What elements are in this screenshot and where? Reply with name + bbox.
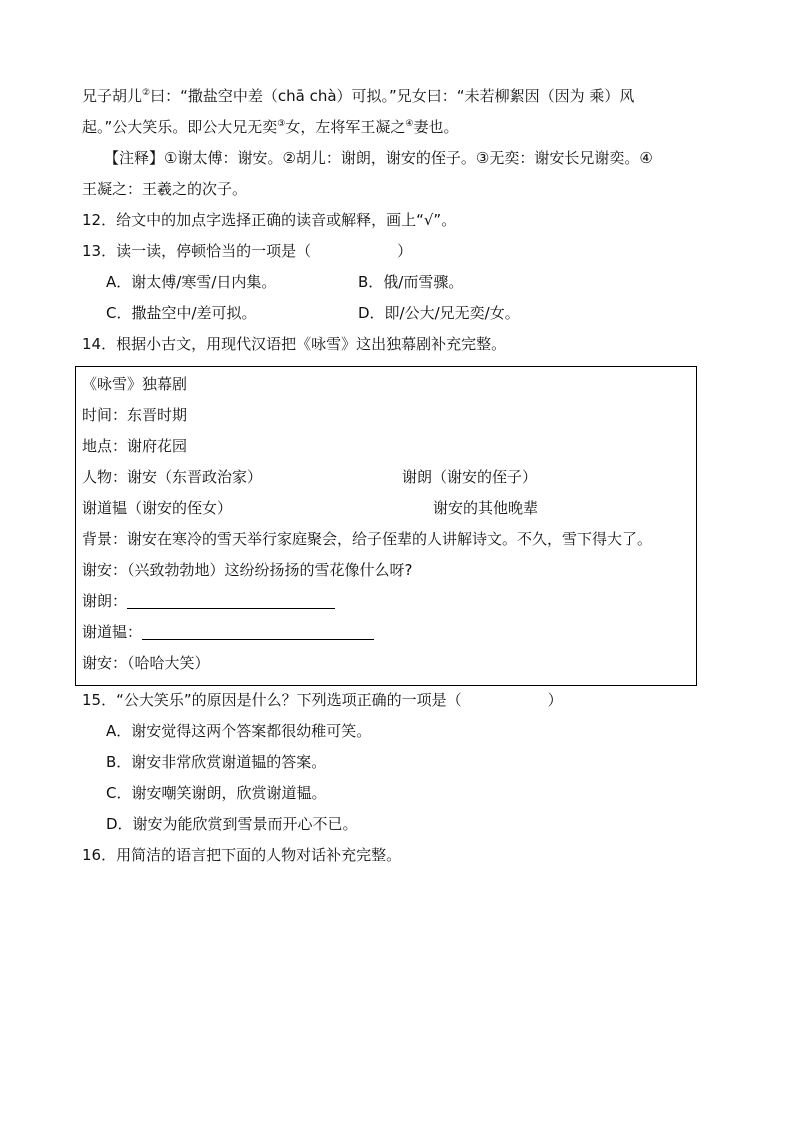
question-16: 16．用简洁的语言把下面的人物对话补充完整。 [82,846,402,864]
q13-option-b: B．俄/而雪骤。 [358,273,464,291]
q13-option-c: C．撒盐空中/差可拟。 [106,304,257,322]
annotation-line-1: 【注释】①谢太傅：谢安。②胡儿：谢朗，谢安的侄子。③无奕：谢安长兄谢奕。④ [104,149,653,167]
play-time: 时间：东晋时期 [82,406,188,424]
q13-option-d: D．即/公大/兄无奕/女。 [358,304,520,322]
footnote-marker-2: ② [142,88,151,98]
play-place: 地点：谢府花园 [82,437,188,455]
question-12: 12．给文中的加点字选择正确的读音或解释，画上“√”。 [82,211,457,229]
question-13: 13．读一读，停顿恰当的一项是（ ） [82,242,413,260]
play-line-xiean-2: 谢安：（哈哈大笑） [82,654,210,672]
annotation-line-2: 王凝之：王羲之的次子。 [82,180,248,198]
play-line-xiean-1: 谢安：（兴致勃勃地）这纷纷扬扬的雪花像什么呀? [82,561,413,579]
play-characters-4: 谢安的其他晚辈 [433,499,539,517]
q13-option-a: A．谢太傅/寒雪/日内集。 [106,273,277,291]
passage-line-1: 兄子胡儿②曰：“撒盐空中差（chā chà）可拟。”兄女曰：“未若柳絮因（因为 乘）风 [82,87,635,105]
q15-option-a: A．谢安觉得这两个答案都很幼稚可笑。 [106,722,372,740]
q15-option-c: C．谢安嘲笑谢朗，欣赏谢道韫。 [106,784,327,802]
question-15: 15．“公大笑乐”的原因是什么？下列选项正确的一项是（ ） [82,691,563,709]
passage-line-2: 起。”公大笑乐。即公大兄无奕③女，左将军王凝之④妻也。 [82,118,459,136]
q15-option-d: D．谢安为能欣赏到雪景而开心不已。 [106,815,358,833]
play-title: 《咏雪》独幕剧 [82,375,188,393]
play-characters-1: 人物：谢安（东晋政治家） [82,468,263,486]
xiedaoyun-answer-blank[interactable] [142,623,374,640]
footnote-marker-4: ④ [405,119,414,129]
play-characters-3: 谢道韫（谢安的侄女） [82,499,233,517]
play-background: 背景：谢安在寒冷的雪天举行家庭聚会，给子侄辈的人讲解诗文。不久，雪下得大了。 [82,530,653,548]
play-characters-2: 谢朗（谢安的侄子） [402,468,538,486]
play-line-xielang: 谢朗： [82,590,335,612]
xielang-answer-blank[interactable] [127,592,335,609]
question-14: 14．根据小古文，用现代汉语把《咏雪》这出独幕剧补充完整。 [82,335,507,353]
q15-option-b: B．谢安非常欣赏谢道韫的答案。 [106,753,327,771]
footnote-marker-3: ③ [277,119,286,129]
play-line-xiedaoyun: 谢道韫： [82,621,374,643]
